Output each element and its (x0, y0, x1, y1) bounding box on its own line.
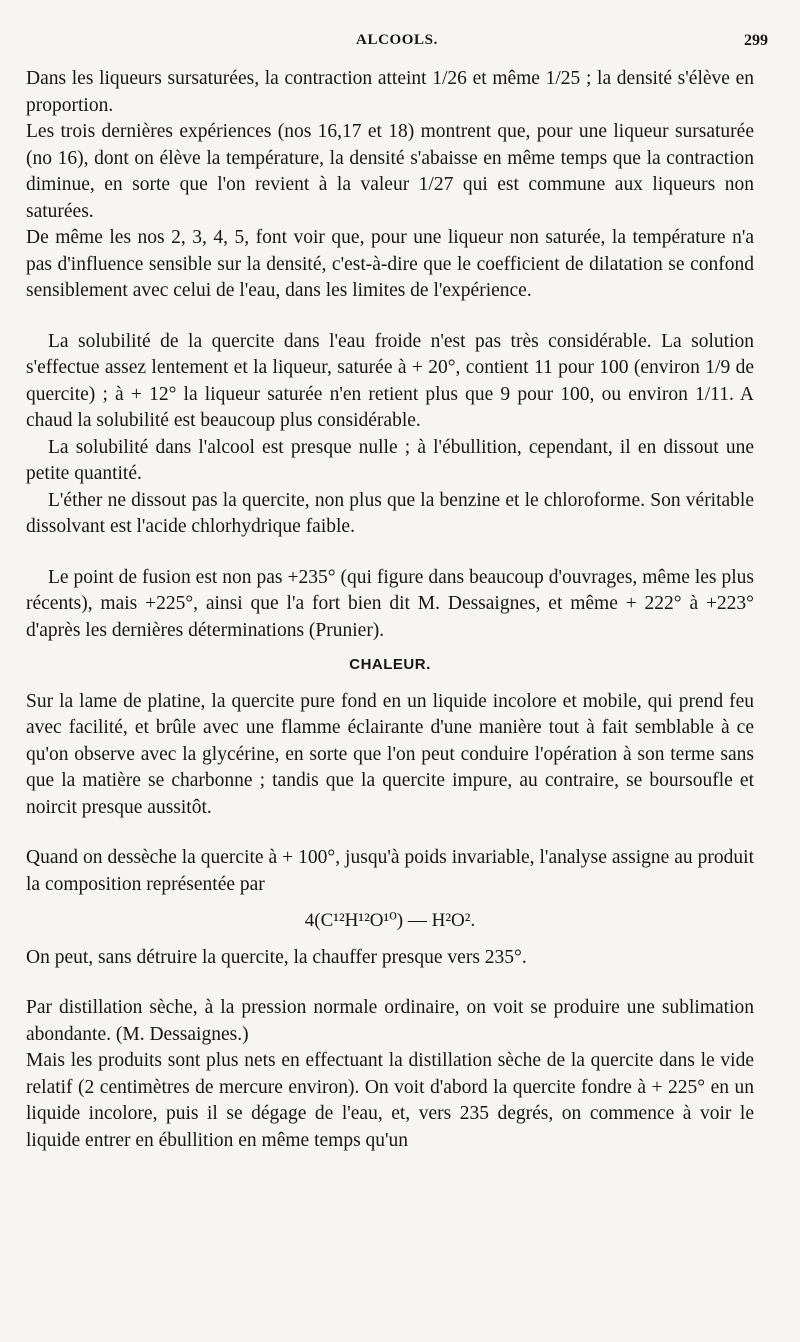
paragraph-solubility-water: La solubilité de la quercite dans l'eau froide n'est pas très considérable. La solution s'effectue assez lentement et la liqueur, saturée à + 20°, contient 11 pour 100 (environ 1/9 de quercite) ; à + 12° la liqueur saturée n'en retient plus que 9 pour 100, ou environ 1/11. A chaud la solubilité est beaucoup plus considérable. (26, 330, 754, 431)
chemical-formula: 4(C¹²H¹²O¹⁰) — H²O². (304, 910, 476, 931)
paragraph-drying: Quand on dessèche la quercite à + 100°, jusqu'à poids invariable, l'analyse assigne au produit la composition représentée par (26, 847, 754, 895)
running-title: ALCOOLS. (356, 32, 438, 48)
paragraph-contraction: Dans les liqueurs sursaturées, la contraction atteint 1/26 et même 1/25 ; la densité s'élève en proportion. (26, 68, 754, 116)
paragraph-distillation: Par distillation sèche, à la pression normale ordinaire, on voit se produire une sublimation abondante. (M. Dessaignes.) (26, 997, 754, 1045)
paragraph-solubility-alcohol: La solubilité dans l'alcool est presque nulle ; à l'ébullition, cependant, il en dissout une petite quantité. (26, 436, 754, 484)
paragraph-temperature: De même les nos 2, 3, 4, 5, font voir que, pour une liqueur non saturée, la température n'a pas d'influence sensible sur la densité, c'est-à-dire que le coefficient de dilatation se confond sensiblement avec celui de l'eau, dans les limites de l'expérience. (26, 227, 754, 301)
paragraph-platinum: Sur la lame de platine, la quercite pure fond en un liquide incolore et mobile, qui prend feu avec facilité, et brûle avec une flamme éclairante d'une manière tout à fait semblable à ce qu'on observe avec la glycérine, en sorte que l'on peut conduire l'opération à son terme sans que la matière se charbonne ; tandis que la quercite impure, au contraire, se boursoufle et noircit presque aussitôt. (26, 690, 754, 818)
page-header (26, 32, 768, 54)
section-heading-chaleur: CHALEUR. (349, 656, 431, 673)
paragraph-solvents: L'éther ne dissout pas la quercite, non plus que la benzine et le chloroforme. Son véritable dissolvant est l'acide chlorhydrique faible. (26, 489, 754, 537)
page-number: 299 (744, 32, 768, 49)
paragraph-melting-point: Le point de fusion est non pas +235° (qui figure dans beaucoup d'ouvrages, même les plus récents), mais +225°, ainsi que l'a fort bien dit M. Dessaignes, et même + 222° à +223° d'après les dernières déterminations (Prunier). (26, 566, 754, 641)
paragraph-experiments: Les trois dernières expériences (nos 16,17 et 18) montrent que, pour une liqueur sursaturée (no 16), dont on élève la température, la densité s'abaisse en même temps que la contraction diminue, en sorte que l'on revient à la valeur 1/27 qui est commune aux liqueurs non saturées. (26, 121, 754, 222)
paragraph-vacuum-distillation: Mais les produits sont plus nets en effectuant la distillation sèche de la quercite dans le vide relatif (2 centimètres de mercure environ). On voit d'abord la quercite fondre à + 225° en un liquide incolore, puis il se dégage de l'eau, et, vers 235 degrés, on commence à voir le liquide entrer en ébullition en même temps qu'un (26, 1050, 754, 1151)
paragraph-heating: On peut, sans détruire la quercite, la chauffer presque vers 235°. (26, 946, 527, 968)
body-text (26, 66, 754, 1154)
